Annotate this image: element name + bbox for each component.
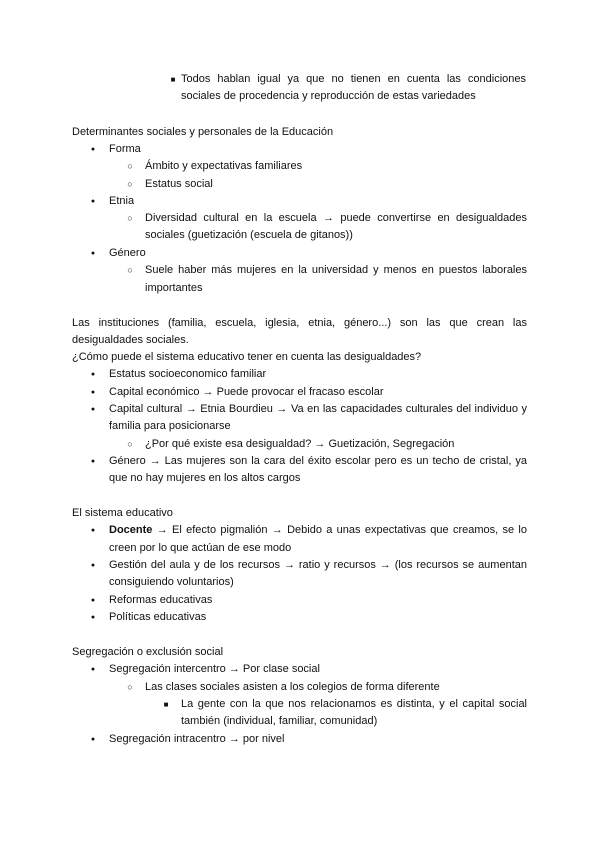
- text-line: familia para posicionarse: [109, 420, 231, 432]
- list-item: Capital económico → Puede provocar el fracaso escolar: [109, 386, 384, 398]
- list-item: Género: [109, 247, 146, 259]
- disc-bullet-icon: [87, 453, 99, 470]
- list-item: Las clases sociales asisten a los colegios de forma diferente: [145, 681, 440, 693]
- disc-bullet-icon: [87, 522, 99, 539]
- disc-bullet-icon: [87, 384, 99, 401]
- text-line: importantes: [145, 282, 203, 294]
- paragraph-line: desigualdades sociales.: [72, 334, 189, 346]
- list-item: La gente con la que nos relacionamos es distinta, y el capital social: [181, 698, 527, 710]
- disc-bullet-icon: [87, 141, 99, 158]
- list-item: Reformas educativas: [109, 594, 213, 606]
- list-item: Estatus socioeconomico familiar: [109, 368, 267, 380]
- question-line: ¿Cómo puede el sistema educativo tener en cuenta las desigualdades?: [72, 351, 422, 363]
- list-item: Estatus social: [145, 178, 213, 190]
- text-line: sociales (guetización (escuela de gitanos)): [145, 229, 353, 241]
- disc-bullet-icon: [87, 609, 99, 626]
- list-item: Etnia: [109, 195, 135, 207]
- list-item: Segregación intercentro → Por clase social: [109, 663, 320, 675]
- circle-bullet-icon: [124, 210, 136, 227]
- list-item: Género → Las mujeres son la cara del éxito escolar pero es un techo de cristal, ya: [109, 455, 527, 467]
- text-line: sociales de procedencia y reproducción de estas variedades: [181, 90, 476, 102]
- circle-bullet-icon: [124, 176, 136, 193]
- circle-bullet-icon: [124, 158, 136, 175]
- list-item: Suele haber más mujeres en la universidad y menos en puestos laborales: [145, 264, 527, 276]
- section-heading: Determinantes sociales y personales de la Educación: [72, 126, 334, 138]
- disc-bullet-icon: [87, 731, 99, 748]
- text-line: Todos hablan igual ya que no tienen en cuenta las condiciones: [181, 73, 526, 85]
- text-line: que no hay mujeres en los altos cargos: [109, 472, 301, 484]
- circle-bullet-icon: [124, 262, 136, 279]
- section-heading: El sistema educativo: [72, 507, 173, 519]
- list-item: ¿Por qué existe esa desigualdad? → Guetización, Segregación: [145, 438, 455, 450]
- circle-bullet-icon: [124, 679, 136, 696]
- text-line: también (individual, familiar, comunidad): [181, 715, 378, 727]
- list-item: Gestión del aula y de los recursos → ratio y recursos → (los recursos se aumentan: [109, 559, 527, 571]
- list-item: Capital cultural → Etnia Bourdieu → Va en las capacidades culturales del individuo y: [109, 403, 527, 415]
- paragraph-line: Las instituciones (familia, escuela, iglesia, etnia, género...) son las que crean las: [72, 317, 527, 329]
- disc-bullet-icon: [87, 366, 99, 383]
- list-item: Diversidad cultural en la escuela → puede convertirse en desigualdades: [145, 212, 527, 224]
- disc-bullet-icon: [87, 592, 99, 609]
- text-line: creen por lo que actúan de ese modo: [109, 542, 292, 554]
- list-item: Ámbito y expectativas familiares: [145, 160, 303, 172]
- disc-bullet-icon: [87, 661, 99, 678]
- list-item: Políticas educativas: [109, 611, 207, 623]
- list-item: Segregación intracentro → por nivel: [109, 733, 285, 745]
- text-span: → El efecto pigmalión → Debido a unas expectativas que creamos, se lo: [152, 524, 527, 536]
- disc-bullet-icon: [87, 193, 99, 210]
- bold-term: Docente: [109, 524, 153, 536]
- square-bullet-icon: [160, 696, 172, 714]
- disc-bullet-icon: [87, 245, 99, 262]
- list-item: [109, 522, 527, 539]
- disc-bullet-icon: [87, 557, 99, 574]
- list-item: Forma: [109, 143, 141, 155]
- text-line: consiguiendo voluntarios): [109, 576, 234, 588]
- square-bullet-icon: [167, 71, 179, 89]
- section-heading: Segregación o exclusión social: [72, 646, 224, 658]
- circle-bullet-icon: [124, 436, 136, 453]
- disc-bullet-icon: [87, 401, 99, 418]
